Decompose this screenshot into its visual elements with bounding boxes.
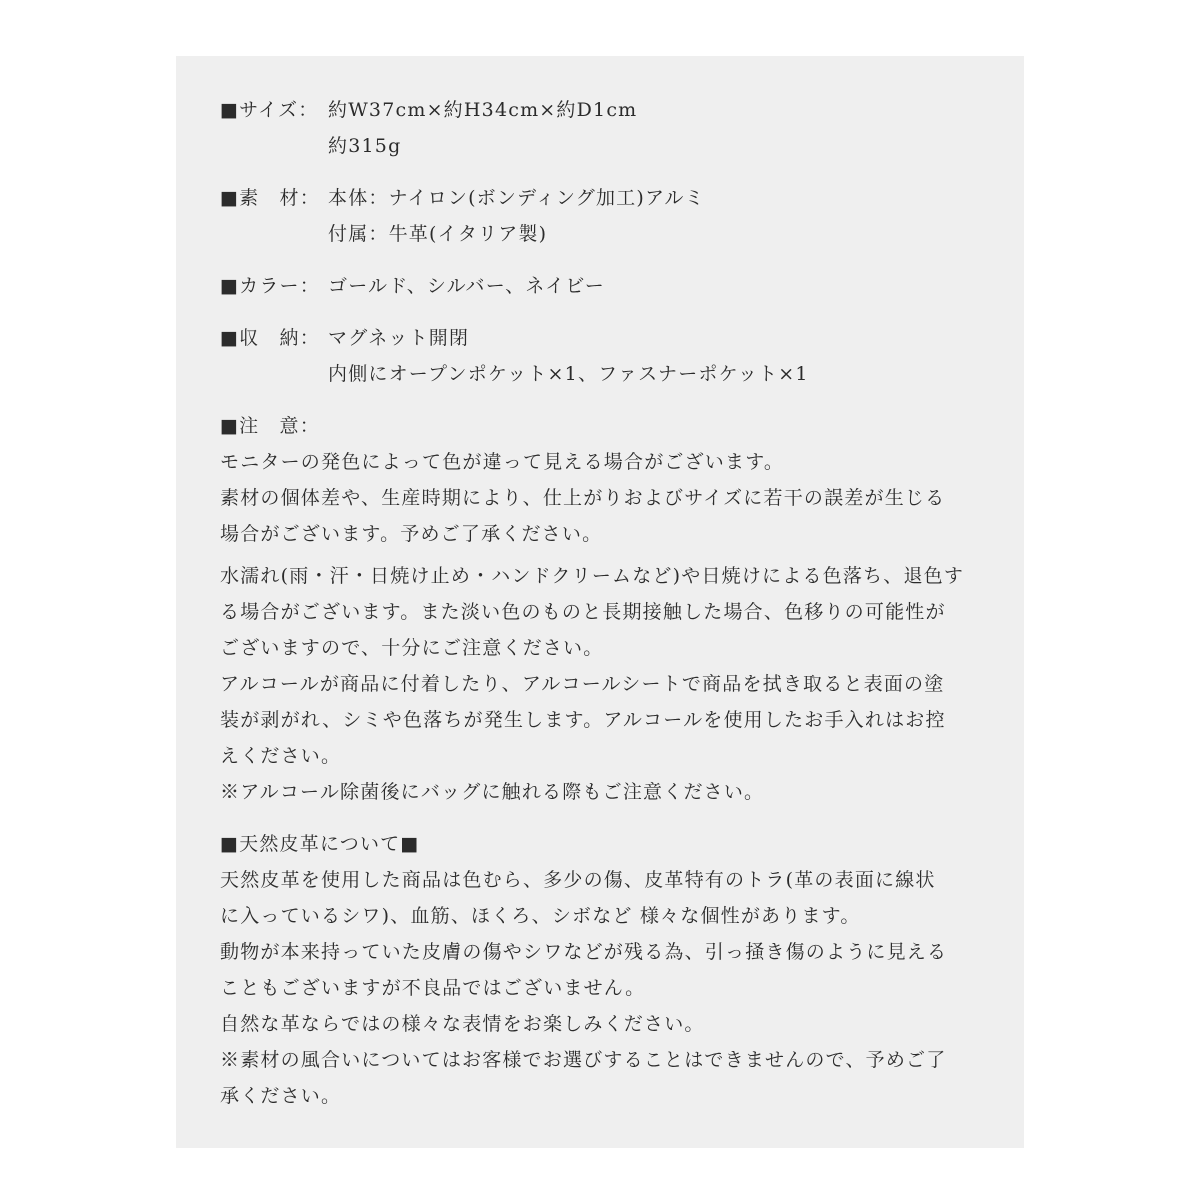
spec-size-value: 約W37cm×約H34cm×約D1cm — [328, 99, 638, 121]
leather-line: こともございますが不良品ではございません。 — [220, 977, 646, 999]
spec-storage — [220, 320, 1000, 392]
spec-weight-value: 約315g — [328, 135, 402, 157]
spec-size — [220, 92, 1000, 164]
notice-line: 装が剥がれ、シミや色落ちが発生します。アルコールを使用したお手入れはお控 — [220, 709, 946, 731]
spec-material — [220, 180, 1000, 252]
leather-line: 天然皮革を使用した商品は色むら、多少の傷、皮革特有のトラ(革の表面に線状 — [220, 869, 936, 891]
spec-color-label: ■カラー： — [220, 275, 320, 297]
leather-line: に入っているシワ)、血筋、ほくろ、シボなど 様々な個性があります。 — [220, 905, 861, 927]
spec-material-values — [328, 180, 1000, 252]
notice-paragraph-1 — [220, 444, 1000, 552]
spec-color-value: ゴールド、シルバー、ネイビー — [328, 275, 606, 297]
leather-heading: ■天然皮革について■ — [220, 833, 420, 855]
notice-heading: ■注 意： — [220, 415, 320, 437]
spec-size-label: ■サイズ： — [220, 99, 319, 121]
notice-line: アルコールが商品に付着したり、アルコールシートで商品を拭き取ると表面の塗 — [220, 673, 945, 695]
spec-material-accessory: 付属：牛革(イタリア製) — [328, 223, 548, 245]
notice-line: モニターの発色によって色が違って見える場合がございます。 — [220, 451, 785, 473]
leather-line: 自然な革ならではの様々な表情をお楽しみください。 — [220, 1013, 705, 1035]
spec-storage-values — [328, 320, 1000, 392]
product-info-panel — [176, 56, 1024, 1148]
notice-line: 水濡れ(雨・汗・日焼け止め・ハンドクリームなど)や日焼けによる色落ち、退色す — [220, 565, 965, 587]
spec-storage-closure: マグネット開閉 — [328, 327, 470, 349]
leather-section — [220, 826, 1000, 1114]
spec-storage-pockets: 内側にオープンポケット×1、ファスナーポケット×1 — [328, 363, 809, 385]
leather-line: 動物が本来持っていた皮膚の傷やシワなどが残る為、引っ掻き傷のように見える — [220, 941, 948, 963]
spec-color — [220, 268, 1000, 304]
spec-material-label: ■素 材： — [220, 187, 320, 209]
notice-section — [220, 408, 1000, 810]
spec-storage-label: ■収 納： — [220, 327, 320, 349]
spec-size-values — [328, 92, 1000, 164]
leather-line: ※素材の風合いについてはお客様でお選びすることはできませんので、予めご了 — [220, 1049, 947, 1071]
spec-material-body: 本体：ナイロン(ボンディング加工)アルミ — [328, 187, 705, 209]
notice-line: 素材の個体差や、生産時期により、仕上がりおよびサイズに若干の誤差が生じる — [220, 487, 946, 509]
notice-line: る場合がございます。また淡い色のものと長期接触した場合、色移りの可能性が — [220, 601, 946, 623]
notice-paragraph-2 — [220, 558, 1000, 810]
notice-line: ※アルコール除菌後にバッグに触れる際もご注意ください。 — [220, 781, 765, 803]
notice-line: ございますので、十分にご注意ください。 — [220, 637, 604, 659]
leather-line: 承ください。 — [220, 1085, 342, 1107]
product-info-content — [220, 92, 1000, 1114]
notice-line: 場合がございます。予めご了承ください。 — [220, 523, 603, 545]
spec-color-values — [328, 268, 1000, 304]
notice-line: えください。 — [220, 745, 342, 767]
